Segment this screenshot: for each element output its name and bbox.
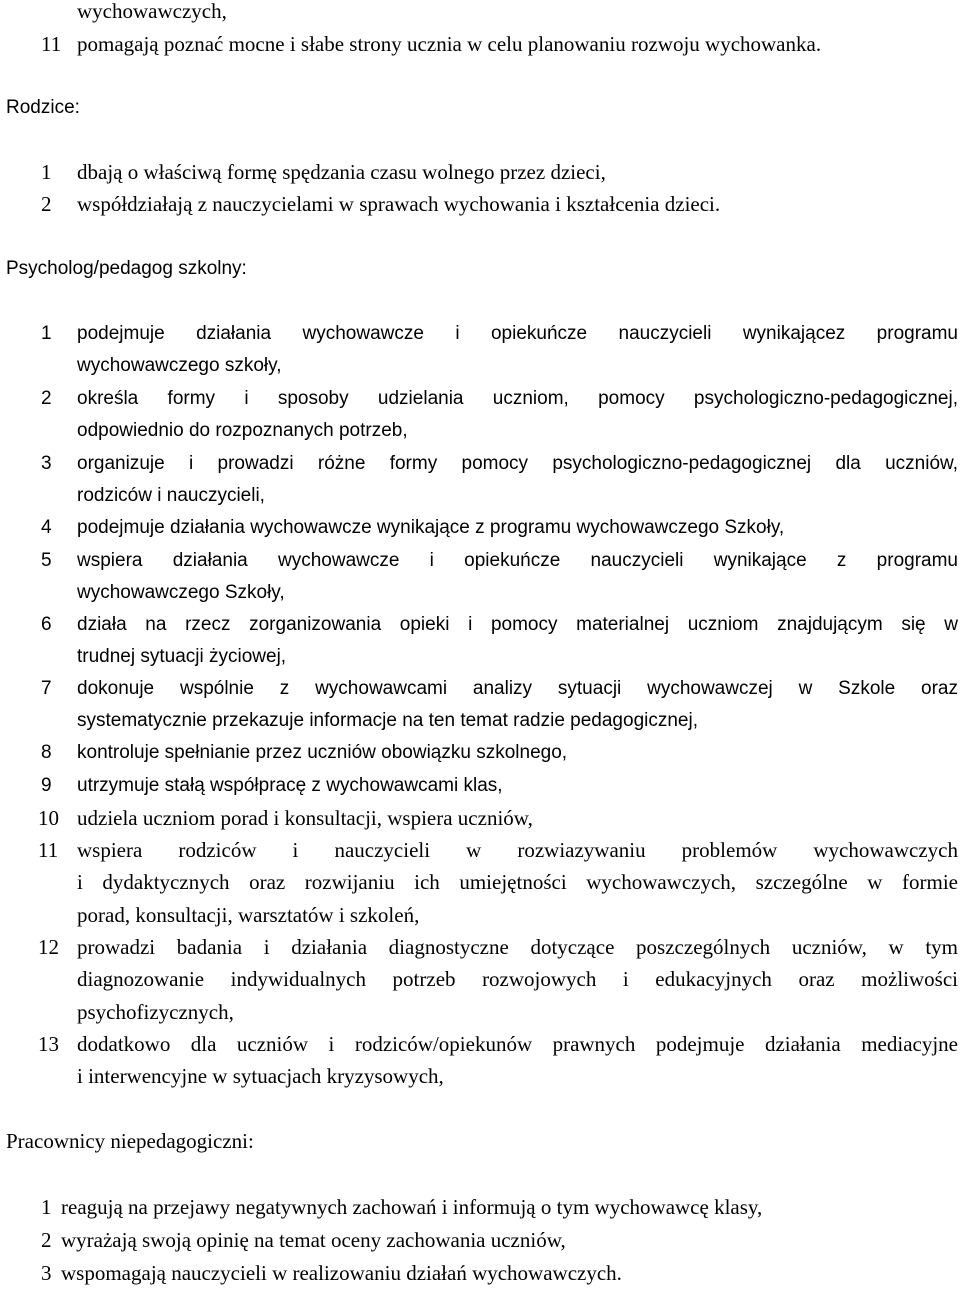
item-number: 7: [41, 678, 52, 699]
item-text-line: wychowawczego Szkoły,: [77, 582, 285, 604]
item-text: [77, 1028, 958, 1093]
item-text-line: i dydaktycznych oraz rozwijaniu ich umiejętności wychowawczych, szczególne w formie: [77, 870, 958, 895]
item-text: [77, 512, 958, 544]
item-number: 3: [41, 1261, 52, 1285]
item-text: reagują na przejawy negatywnych zachowań i informują o tym wychowawcę klasy,: [61, 1195, 763, 1219]
item-number: 3: [41, 453, 52, 474]
item-text-line: działa na rzecz zorganizowania opieki i pomocy materialnej uczniom znajdującym się w: [77, 614, 958, 635]
item-text: wyrażają swoją opinię na temat oceny zachowania uczniów,: [61, 1228, 566, 1252]
item-text: [77, 931, 958, 1028]
item-number: 1: [41, 160, 52, 184]
item-text-line: porad, konsultacji, warsztatów i szkoleń,: [77, 902, 420, 927]
item-text: [77, 448, 958, 513]
item-text: [77, 318, 958, 383]
item-number: 11: [41, 32, 62, 56]
item-text: [77, 383, 958, 448]
item-text-line: i interwencyjne w sytuacjach kryzysowych,: [77, 1064, 444, 1089]
section-heading-parents: Rodzice:: [6, 97, 80, 118]
item-text-line: udziela uczniom porad i konsultacji, wspiera uczniów,: [77, 806, 533, 830]
item-text-line: prowadzi badania i działania diagnostyczne dotyczące poszczególnych uczniów, w tym: [77, 935, 958, 959]
item-text-line: wspiera działania wychowawcze i opiekuńcze nauczycieli wynikające z programu: [77, 550, 958, 571]
item-text-line: dokonuje wspólnie z wychowawcami analizy sytuacji wychowawczej w Szkole oraz: [77, 678, 958, 699]
item-number: 10: [38, 806, 59, 830]
item-text-line: systematycznie przekazuje informacje na ten temat radzie pedagogicznej,: [77, 710, 698, 732]
item-text-line: odpowiednio do rozpoznanych potrzeb,: [77, 420, 408, 442]
item-number: 6: [41, 614, 52, 635]
item-text: współdziałają z nauczycielami w sprawach wychowania i kształcenia dzieci.: [77, 192, 721, 216]
item-number: 11: [38, 838, 59, 862]
item-text-line: wychowawczego szkoły,: [77, 355, 282, 377]
item-text-line: dodatkowo dla uczniów i rodziców/opiekunów prawnych podejmuje działania mediacyjne: [77, 1032, 958, 1056]
item-text: dbają o właściwą formę spędzania czasu wolnego przez dzieci,: [77, 160, 606, 184]
item-text: [77, 834, 958, 931]
item-text-line: psychofizycznych,: [77, 999, 234, 1024]
item-number: 4: [41, 517, 52, 538]
item-text-line: organizuje i prowadzi różne formy pomocy psychologiczno-pedagogicznej dla uczniów,: [77, 453, 958, 474]
item-text: pomagają poznać mocne i słabe strony ucznia w celu planowaniu rozwoju wychowanka.: [77, 32, 822, 56]
item-number: 2: [41, 388, 52, 409]
item-text: [77, 770, 958, 802]
item-text: [77, 802, 958, 834]
section-heading-non-teaching: Pracownicy niepedagogiczni:: [6, 1129, 254, 1153]
item-text-line: trudnej sytuacji życiowej,: [77, 646, 287, 668]
item-number: 2: [41, 192, 52, 216]
item-text-line: rodziców i nauczycieli,: [77, 485, 265, 507]
continued-line: wychowawczych,: [77, 0, 227, 23]
item-text-line: określa formy i sposoby udzielania uczniom, pomocy psychologiczno-pedagogicznej,: [77, 388, 958, 409]
item-number: 2: [41, 1228, 52, 1252]
item-text-line: wspiera rodziców i nauczycieli w rozwiazywaniu problemów wychowawczych: [77, 838, 958, 862]
item-number: 1: [41, 323, 52, 344]
item-text-line: podejmuje działania wychowawcze i opiekuńcze nauczycieli wynikającez programu: [77, 323, 958, 344]
item-text-line: diagnozowanie indywidualnych potrzeb rozwojowych i edukacyjnych oraz możliwości: [77, 967, 958, 992]
item-text-line: podejmuje działania wychowawcze wynikające z programu wychowawczego Szkoły,: [77, 517, 785, 538]
item-text-line: utrzymuje stałą współpracę z wychowawcami klas,: [77, 775, 503, 796]
item-number: 9: [41, 775, 52, 796]
section-heading-psychologist: Psycholog/pedagog szkolny:: [6, 258, 247, 279]
item-number: 8: [41, 742, 52, 763]
item-text: [77, 673, 958, 738]
item-text: [77, 737, 958, 769]
item-text-line: kontroluje spełnianie przez uczniów obowiązku szkolnego,: [77, 742, 568, 763]
item-text: wspomagają nauczycieli w realizowaniu działań wychowawczych.: [61, 1261, 622, 1285]
item-text: [77, 545, 958, 610]
item-number: 13: [38, 1032, 59, 1056]
item-number: 12: [38, 935, 59, 959]
item-number: 5: [41, 550, 52, 571]
item-text: [77, 609, 958, 674]
item-number: 1: [41, 1195, 52, 1219]
